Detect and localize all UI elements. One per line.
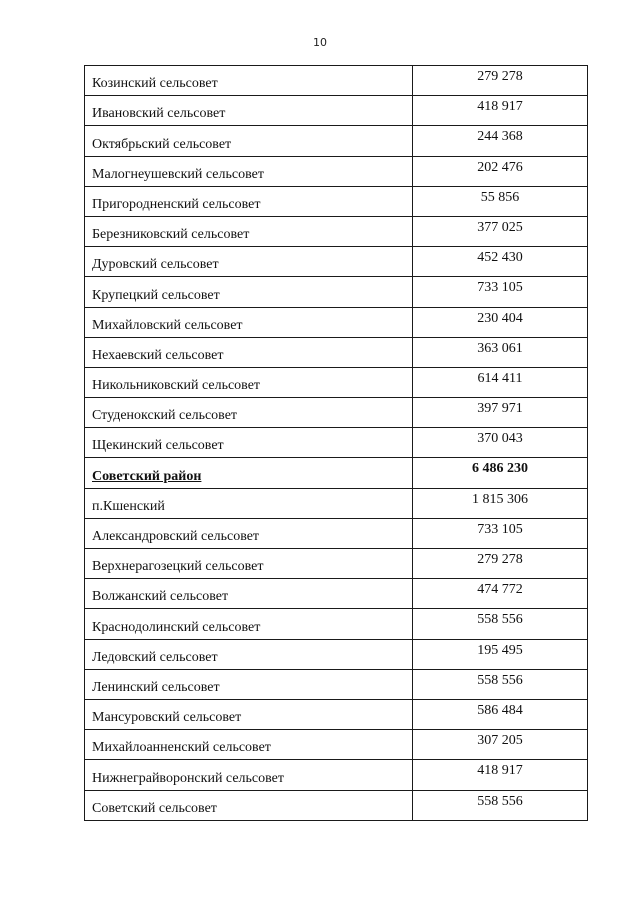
table-row (85, 699, 588, 729)
municipality-name: Ленинский сельсовет (92, 679, 220, 695)
municipality-name-cell (85, 398, 413, 428)
table-row (85, 247, 588, 277)
municipality-name: Дуровский сельсовет (92, 257, 219, 273)
table-row (85, 367, 588, 397)
table-row (85, 216, 588, 246)
municipality-name-cell (85, 307, 413, 337)
table-row (85, 639, 588, 669)
table-row (85, 307, 588, 337)
amount-cell: 279 278 (413, 549, 588, 579)
municipality-name: Ивановский сельсовет (92, 106, 226, 122)
table-row (85, 66, 588, 96)
municipality-name-cell (85, 669, 413, 699)
municipality-name-cell (85, 699, 413, 729)
municipality-name: Мансуровский сельсовет (92, 710, 242, 726)
table-row (85, 458, 588, 488)
municipality-name: Малогнеушевский сельсовет (92, 166, 264, 182)
table-row (85, 428, 588, 458)
municipality-name-cell (85, 337, 413, 367)
municipality-name: Козинский сельсовет (92, 76, 218, 92)
allocation-table (84, 65, 588, 821)
amount-cell: 474 772 (413, 579, 588, 609)
amount-cell: 397 971 (413, 398, 588, 428)
table-row (85, 790, 588, 820)
table-row (85, 609, 588, 639)
table-row (85, 96, 588, 126)
table-row (85, 156, 588, 186)
municipality-name: Советский район (92, 468, 202, 484)
amount-cell: 733 105 (413, 277, 588, 307)
table-row (85, 398, 588, 428)
amount-cell: 558 556 (413, 669, 588, 699)
amount-cell: 1 815 306 (413, 488, 588, 518)
table-body (85, 66, 588, 821)
municipality-name-cell (85, 549, 413, 579)
municipality-name-cell (85, 216, 413, 246)
municipality-name-cell (85, 126, 413, 156)
municipality-name-cell (85, 760, 413, 790)
municipality-name: Октябрьский сельсовет (92, 136, 232, 152)
amount-cell: 195 495 (413, 639, 588, 669)
municipality-name-cell (85, 367, 413, 397)
municipality-name: Нехаевский сельсовет (92, 347, 224, 363)
municipality-name-cell (85, 186, 413, 216)
municipality-name: Верхнерагозецкий сельсовет (92, 559, 264, 575)
amount-cell: 586 484 (413, 699, 588, 729)
municipality-name-cell (85, 790, 413, 820)
amount-cell: 230 404 (413, 307, 588, 337)
municipality-name: Щекинский сельсовет (92, 438, 224, 454)
amount-cell: 558 556 (413, 790, 588, 820)
municipality-name-cell (85, 247, 413, 277)
municipality-name: Советский сельсовет (92, 800, 217, 816)
municipality-name-cell (85, 639, 413, 669)
table-row (85, 488, 588, 518)
table-row (85, 518, 588, 548)
municipality-name-cell (85, 579, 413, 609)
amount-cell: 614 411 (413, 367, 588, 397)
municipality-name-cell (85, 96, 413, 126)
amount-cell: 370 043 (413, 428, 588, 458)
table-row (85, 760, 588, 790)
amount-cell: 733 105 (413, 518, 588, 548)
table-row (85, 669, 588, 699)
amount-cell: 279 278 (413, 66, 588, 96)
table-row (85, 579, 588, 609)
table-row (85, 730, 588, 760)
table-row (85, 549, 588, 579)
municipality-name: Михайловский сельсовет (92, 317, 243, 333)
municipality-name-cell (85, 488, 413, 518)
municipality-name-cell (85, 458, 413, 488)
amount-cell: 244 368 (413, 126, 588, 156)
amount-cell: 452 430 (413, 247, 588, 277)
municipality-name: Михайлоанненский сельсовет (92, 740, 271, 756)
municipality-name: Нижнеграйворонский сельсовет (92, 770, 284, 786)
municipality-name: Березниковский сельсовет (92, 227, 250, 243)
amount-cell: 377 025 (413, 216, 588, 246)
municipality-name-cell (85, 156, 413, 186)
amount-cell: 6 486 230 (413, 458, 588, 488)
amount-cell: 202 476 (413, 156, 588, 186)
municipality-name: Студенокский сельсовет (92, 408, 238, 424)
municipality-name: Ледовский сельсовет (92, 649, 218, 665)
municipality-name: Александровский сельсовет (92, 529, 260, 544)
amount-cell: 55 856 (413, 186, 588, 216)
municipality-name: Крупецкий сельсовет (92, 287, 220, 303)
amount-cell: 307 205 (413, 730, 588, 760)
municipality-name-cell (85, 730, 413, 760)
amount-cell: 363 061 (413, 337, 588, 367)
amount-cell: 418 917 (413, 96, 588, 126)
amount-cell: 558 556 (413, 609, 588, 639)
table-row (85, 337, 588, 367)
page-number: 10 (313, 36, 327, 49)
municipality-name-cell (85, 277, 413, 307)
municipality-name: Волжанский сельсовет (92, 589, 229, 605)
municipality-name-cell (85, 609, 413, 639)
table-row (85, 277, 588, 307)
municipality-name-cell (85, 428, 413, 458)
municipality-name-cell (85, 518, 413, 548)
table-row (85, 126, 588, 156)
amount-cell: 418 917 (413, 760, 588, 790)
municipality-name: Никольниковский сельсовет (92, 378, 261, 394)
municipality-name-cell (85, 66, 413, 96)
municipality-name: п.Кшенский (92, 498, 165, 514)
municipality-name: Краснодолинский сельсовет (92, 619, 261, 635)
table-row (85, 186, 588, 216)
municipality-name: Пригородненский сельсовет (92, 196, 261, 212)
